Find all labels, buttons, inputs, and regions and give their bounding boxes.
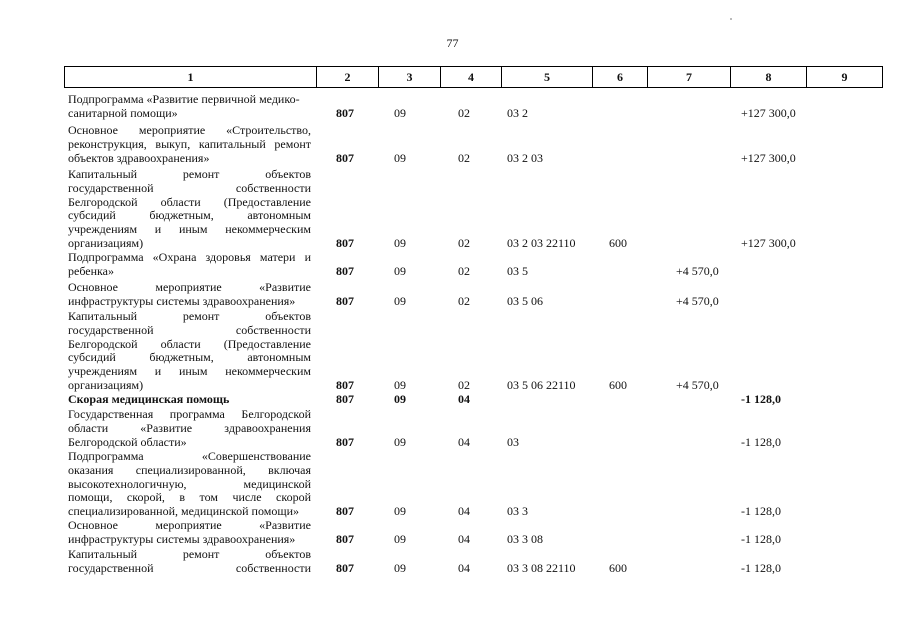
cell-c3: 09 <box>394 105 406 120</box>
cell-c2: 807 <box>336 434 354 449</box>
cell-c2: 807 <box>336 150 354 165</box>
cell-c4: 04 <box>458 531 470 546</box>
description-line: Белгородской области» <box>68 434 187 449</box>
description-line: Государственная программа Белгородской <box>68 407 311 421</box>
table-row <box>0 124 905 165</box>
description-line: учреждениям и иным некоммерческим <box>68 222 311 237</box>
cell-c5: 03 5 <box>507 263 528 278</box>
description-line: объектов здравоохранения» <box>68 150 210 165</box>
cell-c3: 09 <box>394 560 406 575</box>
description-line: Подпрограмма «Охрана здоровья матери и <box>68 250 311 264</box>
description-line: санитарной помощи» <box>68 105 178 120</box>
cell-c4: 02 <box>458 263 470 278</box>
cell-c3: 09 <box>394 236 406 250</box>
table-row <box>0 168 905 251</box>
cell-c4: 02 <box>458 236 470 250</box>
cell-c2: 807 <box>336 293 354 308</box>
cell-c7: +4 570,0 <box>676 263 719 278</box>
cell-c6: 600 <box>609 560 627 575</box>
cell-c6: 600 <box>609 378 627 392</box>
cell-c2: 807 <box>336 560 354 575</box>
table-row <box>0 393 905 407</box>
description-line: Подпрограмма «Совершенствование <box>68 449 311 463</box>
cell-c3: 09 <box>394 378 406 392</box>
row-description <box>68 548 311 576</box>
description-line: Капитальный ремонт объектов <box>68 167 311 181</box>
description-line: высокотехнологичную, медицинской <box>68 476 311 491</box>
scan-dot <box>730 18 732 20</box>
cell-c8: +127 300,0 <box>741 236 796 250</box>
cell-c3: 09 <box>394 434 406 449</box>
cell-c5: 03 3 <box>507 504 528 519</box>
description-line: Подпрограмма «Развитие первичной медико- <box>68 92 300 106</box>
header-col-4: 4 <box>441 67 502 88</box>
table-row <box>0 548 905 576</box>
row-description <box>68 168 311 251</box>
cell-c5: 03 <box>507 434 519 449</box>
cell-c8: -1 128,0 <box>741 392 781 406</box>
description-line: субсидий бюджетным, автономным <box>68 208 311 223</box>
description-line: Основное мероприятие «Строительство, <box>68 123 311 137</box>
table-row <box>0 281 905 309</box>
cell-c3: 09 <box>394 392 406 406</box>
cell-c4: 02 <box>458 378 470 392</box>
cell-c4: 04 <box>458 392 470 406</box>
row-description <box>68 281 311 309</box>
description-line: организациям) <box>68 235 144 250</box>
header-col-5: 5 <box>502 67 593 88</box>
header-col-3: 3 <box>379 67 441 88</box>
description-line: государственной собственности <box>68 180 311 195</box>
table-row <box>0 450 905 519</box>
row-description <box>68 251 311 279</box>
cell-c3: 09 <box>394 293 406 308</box>
cell-c5: 03 2 03 <box>507 150 543 165</box>
description-line: области «Развитие здравоохранения <box>68 420 311 435</box>
row-description <box>68 450 311 519</box>
cell-c7: +4 570,0 <box>676 293 719 308</box>
cell-c5: 03 2 <box>507 105 528 120</box>
page-number: 77 <box>446 36 459 50</box>
row-description <box>68 519 311 547</box>
row-description <box>68 124 311 165</box>
cell-c2: 807 <box>336 392 354 406</box>
cell-c3: 09 <box>394 263 406 278</box>
description-line: учреждениям и иным некоммерческим <box>68 364 311 379</box>
cell-c2: 807 <box>336 236 354 250</box>
cell-c4: 04 <box>458 504 470 519</box>
cell-c8: -1 128,0 <box>741 531 781 546</box>
cell-c4: 04 <box>458 434 470 449</box>
header-col-2: 2 <box>317 67 379 88</box>
cell-c2: 807 <box>336 504 354 519</box>
cell-c3: 09 <box>394 531 406 546</box>
cell-c2: 807 <box>336 378 354 392</box>
description-line: Скорая медицинская помощь <box>68 392 230 406</box>
header-col-7: 7 <box>648 67 731 88</box>
description-line: субсидий бюджетным, автономным <box>68 350 311 365</box>
description-line: Основное мероприятие «Развитие <box>68 518 311 532</box>
row-description <box>68 408 311 449</box>
description-line: инфраструктуры системы здравоохранения» <box>68 293 296 308</box>
table-row <box>0 519 905 547</box>
cell-c4: 04 <box>458 560 470 575</box>
cell-c5: 03 2 03 22110 <box>507 236 576 250</box>
cell-c4: 02 <box>458 105 470 120</box>
cell-c4: 02 <box>458 150 470 165</box>
description-line: помощи, скорой, в том числе скорой <box>68 490 311 505</box>
description-line: инфраструктуры системы здравоохранения» <box>68 531 296 546</box>
header-col-6: 6 <box>593 67 648 88</box>
description-line: Капитальный ремонт объектов <box>68 547 311 561</box>
cell-c3: 09 <box>394 504 406 519</box>
cell-c5: 03 5 06 <box>507 293 543 308</box>
description-line: государственной собственности <box>68 322 311 337</box>
description-line: Белгородской области (Предоставление <box>68 194 311 209</box>
table-row <box>0 310 905 393</box>
cell-c3: 09 <box>394 150 406 165</box>
table-row <box>0 251 905 279</box>
description-line: специализированной, медицинской помощи» <box>68 504 299 519</box>
cell-c2: 807 <box>336 105 354 120</box>
cell-c2: 807 <box>336 263 354 278</box>
header-col-8: 8 <box>731 67 807 88</box>
description-line: Капитальный ремонт объектов <box>68 309 311 323</box>
cell-c8: +127 300,0 <box>741 105 796 120</box>
cell-c8: +127 300,0 <box>741 150 796 165</box>
header-col-1: 1 <box>65 67 317 88</box>
cell-c8: -1 128,0 <box>741 560 781 575</box>
cell-c8: -1 128,0 <box>741 434 781 449</box>
cell-c5: 03 5 06 22110 <box>507 378 576 392</box>
row-description <box>68 310 311 393</box>
table-row <box>0 408 905 449</box>
description-line: оказания специализированной, включая <box>68 462 311 477</box>
cell-c6: 600 <box>609 236 627 250</box>
table-row <box>0 93 905 121</box>
description-line: Белгородской области (Предоставление <box>68 336 311 351</box>
cell-c8: -1 128,0 <box>741 504 781 519</box>
description-line: организациям) <box>68 377 144 392</box>
description-line: реконструкция, выкуп, капитальный ремонт <box>68 136 311 151</box>
table-header <box>64 66 883 88</box>
row-description <box>68 393 311 407</box>
cell-c2: 807 <box>336 531 354 546</box>
cell-c4: 02 <box>458 293 470 308</box>
cell-c5: 03 3 08 22110 <box>507 560 576 575</box>
header-col-9: 9 <box>807 67 883 88</box>
row-description <box>68 93 311 121</box>
description-line: ребенка» <box>68 263 114 278</box>
cell-c5: 03 3 08 <box>507 531 543 546</box>
cell-c7: +4 570,0 <box>676 378 719 392</box>
description-line: государственной собственности <box>68 560 311 575</box>
description-line: Основное мероприятие «Развитие <box>68 280 311 294</box>
